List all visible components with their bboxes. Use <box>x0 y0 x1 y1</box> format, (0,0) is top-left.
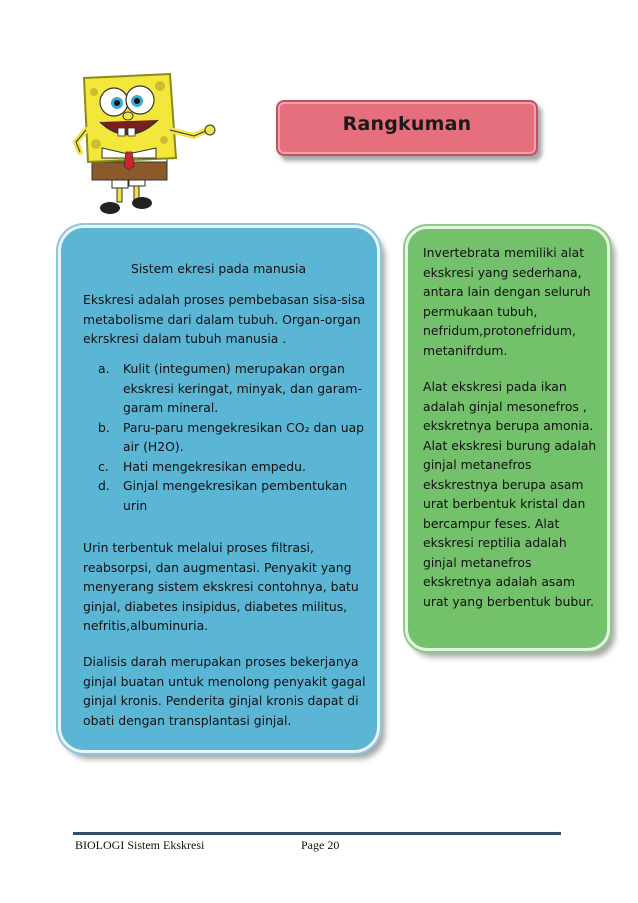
page-number: Page 20 <box>301 838 340 852</box>
list-marker: c. <box>98 458 109 474</box>
footer-divider <box>73 832 561 835</box>
summary-title: Rangkuman <box>342 113 472 135</box>
dialysis-paragraph: Dialisis darah merupakan proses bekerjanya ginjal buatan untuk menolong penyakit gagal ginjal kronis. Penderita ginjal kronis dapat di obati dengan transplantasi ginjal. <box>83 654 366 728</box>
list-marker: d. <box>98 478 110 493</box>
list-item <box>98 457 368 477</box>
list-item-text: Ginjal mengekresikan pembentukan urin <box>123 478 348 513</box>
list-item <box>98 359 368 418</box>
vertebrate-paragraph: Alat ekskresi pada ikan adalah ginjal mesonefros , ekskretnya berupa amonia. Alat ekskresi burung adalah ginjal metanefros ekskrestnya berupa asam urat berbentuk kristal dan bercampur feses. Alat ekskresi reptilia adalah ginjal metanefros ekskretnya adalah asam urat yang berbentuk bubur. <box>423 379 597 609</box>
panel-heading: Sistem ekresi pada manusia <box>131 261 307 276</box>
list-marker: b. <box>98 419 110 435</box>
list-item <box>98 476 368 515</box>
organ-list <box>83 359 368 515</box>
invertebrate-paragraph: Invertebrata memiliki alat ekskresi yang sederhana, antara lain dengan seluruh permukaan tubuh, nefridum,protonefridum, metanifrdum. <box>423 245 591 358</box>
footer-title: BIOLOGI Sistem Ekskresi <box>75 838 205 852</box>
list-item <box>98 418 368 457</box>
summary-title-banner <box>276 100 538 156</box>
list-item-text: Paru-paru mengekresikan CO₂ dan uap air (H2O). <box>123 419 365 454</box>
list-marker: a. <box>98 361 110 376</box>
list-item-text: Kulit (integumen) merupakan organ ekskresi keringat, minyak, dan garam-garam mineral. <box>123 361 362 415</box>
sponge-mascot-illustration <box>72 70 222 220</box>
intro-paragraph: Ekskresi adalah proses pembebasan sisa-sisa metabolisme dari dalam tubuh. Organ-organ ekrskresi dalam tubuh manusia . <box>83 292 366 346</box>
list-item-text: Hati mengekresikan empedu. <box>123 458 306 474</box>
animal-excretion-panel <box>405 226 610 651</box>
urine-paragraph: Urin terbentuk melalui proses filtrasi, reabsorpsi, dan augmentasi. Penyakit yang menyerang sistem ekskresi contohnya, batu ginjal, diabetes insipidus, diabetes militus, nefritis,albuminuria. <box>83 540 359 633</box>
human-excretion-panel <box>58 225 380 753</box>
